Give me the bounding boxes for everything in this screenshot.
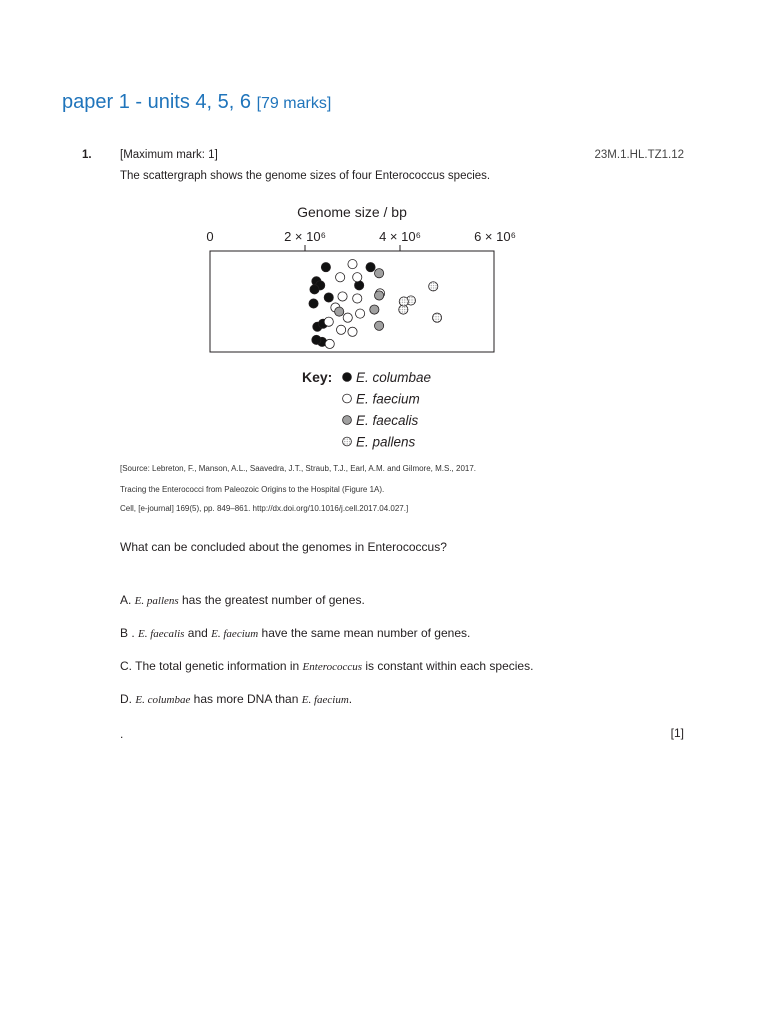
option-c[interactable] — [120, 659, 533, 673]
option-b-mid: and — [184, 626, 212, 640]
point-e-columbae — [366, 263, 375, 272]
point-e-faecium — [353, 294, 362, 303]
point-e-columbae — [310, 285, 319, 294]
point-e-pallens — [432, 313, 441, 322]
page-title — [62, 91, 331, 114]
point-e-faecium — [348, 260, 357, 269]
chart-title: Genome size / bp — [297, 204, 407, 220]
option-c-rest: is constant within each species. — [362, 659, 534, 673]
legend-label-e-faecalis: E. faecalis — [356, 413, 419, 428]
source-line-1: [Source: Lebreton, F., Manson, A.L., Saavedra, J.T., Straub, T.J., Earl, A.M. and Gilmore, M.S., 2017. — [120, 464, 477, 473]
option-a-italic: E. pallens — [134, 595, 179, 607]
key-label: Key: — [302, 369, 333, 385]
option-b[interactable] — [120, 626, 470, 640]
legend-marker-e-faecium — [343, 394, 352, 403]
question-intro: The scattergraph shows the genome sizes of four Enterococcus species. — [120, 170, 491, 182]
option-c-italic: Enterococcus — [302, 661, 363, 673]
x-tick-labels — [206, 229, 516, 244]
mark-total: [1] — [670, 726, 684, 740]
point-e-faecalis — [335, 307, 344, 316]
option-b-italic2: E. faecium — [211, 628, 259, 640]
question-code: 23M.1.HL.TZ1.12 — [594, 149, 684, 161]
option-a-rest: has the greatest number of genes. — [178, 593, 365, 607]
point-e-columbae — [321, 263, 330, 272]
point-e-columbae — [312, 335, 321, 344]
x-tick-label: 6 × 10⁶ — [474, 229, 516, 244]
option-d-italic2: E. faecium — [301, 694, 349, 706]
legend-label-e-pallens: E. pallens — [356, 434, 416, 450]
option-b-prefix: B . — [120, 626, 139, 640]
legend — [343, 370, 431, 450]
point-e-faecium — [338, 292, 347, 301]
legend-marker-e-faecalis — [343, 416, 352, 425]
option-d-italic: E. columbae — [135, 694, 191, 706]
point-e-faecalis — [370, 305, 379, 314]
genome-scatter-figure — [190, 198, 530, 458]
point-e-columbae — [355, 281, 364, 290]
point-e-faecium — [336, 273, 345, 282]
option-b-italic: E. faecalis — [138, 628, 185, 640]
answer-line: . — [120, 727, 124, 741]
legend-marker-e-pallens — [343, 437, 352, 446]
point-e-columbae — [309, 299, 318, 308]
point-e-faecalis — [375, 291, 384, 300]
option-a-prefix: A. — [120, 593, 135, 607]
option-b-rest: have the same mean number of genes. — [258, 626, 471, 640]
point-e-faecium — [324, 317, 333, 326]
x-tick-label: 0 — [206, 229, 214, 244]
legend-label-e-columbae: E. columbae — [356, 370, 432, 385]
point-e-faecalis — [375, 321, 384, 330]
x-ticks — [305, 245, 400, 251]
legend-marker-e-columbae — [343, 373, 352, 382]
question-prompt: What can be concluded about the genomes in Enterococcus? — [120, 540, 447, 554]
source-line-3: Cell, [e-journal] 169(5), pp. 849–861. http://dx.doi.org/10.1016/j.cell.2017.04.027.] — [120, 504, 409, 513]
point-e-faecium — [337, 325, 346, 334]
point-e-columbae — [324, 293, 333, 302]
option-c-prefix: C. The total genetic information in — [120, 659, 303, 673]
point-e-faecium — [325, 339, 334, 348]
option-d-rest: . — [348, 692, 353, 706]
max-mark: [Maximum mark: 1] — [120, 149, 218, 161]
point-e-faecium — [356, 309, 365, 318]
point-e-faecium — [353, 273, 362, 282]
option-d[interactable] — [120, 692, 352, 706]
point-e-pallens — [399, 297, 408, 306]
point-e-faecium — [348, 327, 357, 336]
page-title-text: paper 1 - units 4, 5, 6 — [62, 91, 252, 113]
source-line-2: Tracing the Enterococci from Paleozoic Origins to the Hospital (Figure 1A). — [120, 485, 385, 494]
question-number: 1. — [82, 149, 92, 161]
option-a[interactable] — [120, 593, 365, 607]
x-tick-label: 2 × 10⁶ — [284, 229, 326, 244]
option-d-prefix: D. — [120, 692, 136, 706]
legend-label-e-faecium: E. faecium — [356, 391, 420, 407]
point-e-faecium — [343, 313, 352, 322]
x-tick-label: 4 × 10⁶ — [379, 229, 421, 244]
point-e-pallens — [429, 282, 438, 291]
point-e-faecalis — [375, 269, 384, 278]
page-title-marks: [79 marks] — [256, 95, 332, 112]
option-d-mid: has more DNA than — [190, 692, 302, 706]
